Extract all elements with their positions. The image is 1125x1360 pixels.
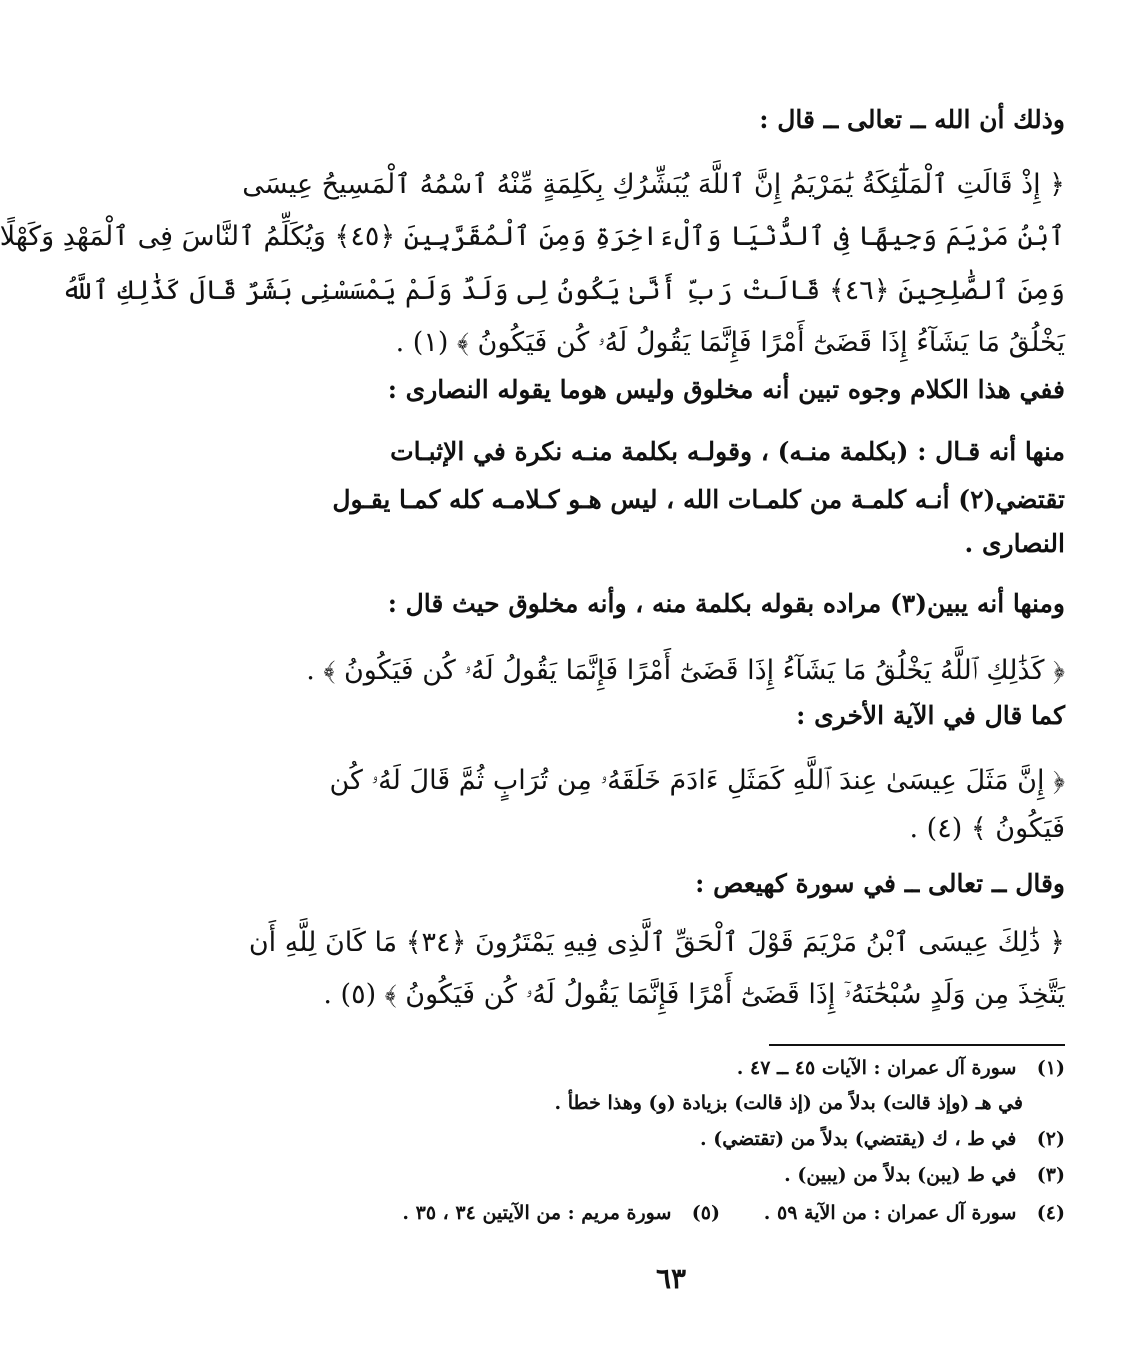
footnote-text: في ط ، ك (يقتضي) بدلاً من (تقتضي) . [699,1128,1017,1150]
paragraph-line: النصارى . [964,529,1065,558]
footnote-text: في ط (يبن) بدلاً من (يبين) . [784,1164,1017,1186]
paragraph-line: منها أنه قـال : (بكلمة منـه) ، وقولـه بكلمة منـه نكرة في الإثبـات [390,437,1065,466]
paragraph-line: كما قال في الآية الأخرى : [796,701,1065,730]
paragraph-line: وقال ــ تعالى ــ في سورة كهيعص : [695,869,1065,898]
footnote-text: سورة آل عمران : الآيات ٤٥ ــ ٤٧ . [736,1057,1017,1079]
paragraph-line: ففي هذا الكلام وجوه تبين أنه مخلوق وليس هوما يقوله النصارى : [387,375,1065,404]
quran-verse-line: يَخْلُقُ مَا يَشَآءُ إِذَا قَضَىٰٓ أَمْرًا فَإِنَّمَا يَقُولُ لَهُۥ كُن فَيَكُونُ ﴾ (١) . [395,327,1065,358]
footnote-number: (٣) [1036,1164,1065,1186]
paragraph-line: ومنها أنه يبين(٣) مراده بقوله بكلمة منه ، وأنه مخلوق حيث قال : [387,589,1065,618]
footnote-3 [277,1160,1065,1190]
quran-verse-line: ﴿ ذَٰلِكَ عِيسَى ٱبْنُ مَرْيَمَ قَوْلَ ٱلْحَقِّ ٱلَّذِى فِيهِ يَمْتَرُونَ ﴿٣٤﴾ مَا كَانَ لِلَّهِ أَن [248,927,1065,958]
quran-verse-line: ﴿ كَذَٰلِكِ ٱللَّهُ يَخْلُقُ مَا يَشَآءُ إِذَا قَضَىٰٓ أَمْرًا فَإِنَّمَا يَقُولُ لَهُۥ كُن فَيَكُونُ ﴾ . [306,655,1065,686]
footnote-text: سورة مريم : من الآيتين ٣٤ ، ٣٥ . [402,1202,672,1224]
page-number: ٦٣ [655,1262,687,1295]
footnote-number: (٥) [691,1202,720,1224]
intro-line: وذلك أن الله ــ تعالى ــ قال : [759,105,1065,134]
paragraph-line: تقتضي(٢) أنـه كلمـة من كلمـات الله ، ليس هـو كـلامـه كله كمـا يقـول [332,485,1065,514]
quran-verse-line: يَتَّخِذَ مِن وَلَدٍ سُبْحَٰنَهُۥٓ إِذَا قَضَىٰٓ أَمْرًا فَإِنَّمَا يَقُولُ لَهُۥ كُن فَيَكُونُ ﴾ (٥) . [323,979,1065,1010]
footnote-2 [277,1124,1065,1154]
footnote-number: (٤) [1036,1202,1065,1224]
footnote-4 [764,1198,1065,1228]
quran-verse-line: ٱبْنُ مَرْيَمَ وَجِيهًا فِى ٱلدُّنْيَا وَٱلْءَاخِرَةِ وَمِنَ ٱلْمُقَرَّبِينَ ﴿٤٥﴾ وَيُكَلِّمُ ٱلنَّاسَ فِى ٱلْمَهْدِ وَكَهْلًا [0,221,1065,252]
footnote-1-note: في هـ (وإذ قالت) بدلاً من (إذ قالت) بزيادة (و) وهذا خطأ . [554,1092,1023,1114]
footnote-separator [769,1044,1065,1046]
footnote-row-4-5 [277,1198,1065,1228]
footnote-5 [277,1198,720,1228]
footnote-text: سورة آل عمران : من الآية ٥٩ . [763,1202,1017,1224]
quran-verse-line: فَيَكُونُ ﴾ (٤) . [909,813,1065,844]
footnote-number: (١) [1036,1057,1065,1079]
quran-verse-line: وَمِنَ ٱلصَّٰلِحِينَ ﴿٤٦﴾ قَالَتْ رَبِّ أَنَّىٰ يَكُونُ لِى وَلَدٌ وَلَمْ يَمْسَسْنِى بَشَرٌ قَالَ كَذَٰلِكِ ٱللَّهُ [61,275,1065,306]
quran-verse-line: ﴿ إِنَّ مَثَلَ عِيسَىٰ عِندَ ٱللَّهِ كَمَثَلِ ءَادَمَ خَلَقَهُۥ مِن تُرَابٍ ثُمَّ قَالَ لَهُۥ كُن [329,765,1065,796]
quran-verse-line: ﴿ إِذْ قَالَتِ ٱلْمَلَٰٓئِكَةُ يَٰمَرْيَمُ إِنَّ ٱللَّهَ يُبَشِّرُكِ بِكَلِمَةٍ مِّنْهُ ٱسْمُهُ ٱلْمَسِيحُ عِيسَى [242,169,1065,200]
footnote-number: (٢) [1036,1128,1065,1150]
footnote-1 [277,1053,1065,1083]
